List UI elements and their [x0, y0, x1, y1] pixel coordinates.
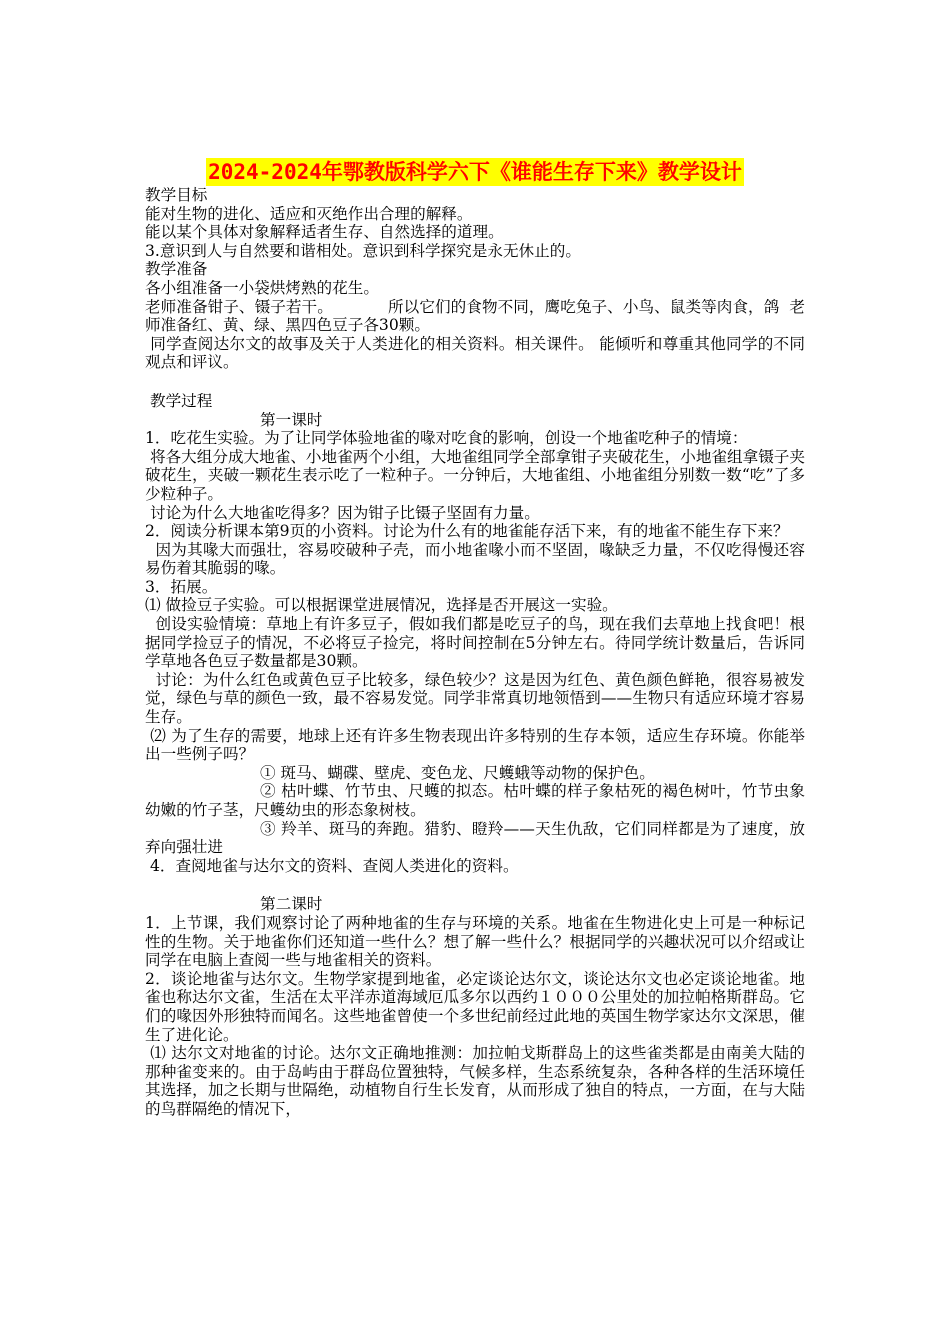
paragraph: 将各大组分成大地雀、小地雀两个小组，大地雀组同学全部拿钳子夹破花生，小地雀组拿镊子夹破花生，夹破一颗花生表示吃了一粒种子。一分钟后，大地雀组、小地雀组分别数一数“吃”了多少粒种子。	[145, 447, 805, 503]
paragraph: 2．谈论地雀与达尔文。生物学家提到地雀，必定谈论达尔文，谈论达尔文也必定谈论地雀。地雀也称达尔文雀，生活在太平洋赤道海域厄瓜多尔以西约１０００公里处的加拉帕格斯群岛。它们的喙因外形独特而闻名。这些地雀曾使一个多世纪前经过此地的英国生物学家达尔文深思，催生了进化论。	[145, 969, 805, 1044]
title-container	[0, 158, 950, 186]
heading-preparation: 教学准备	[145, 260, 208, 279]
paragraph: 因为其喙大而强壮，容易咬破种子壳，而小地雀喙小而不坚固，喙缺乏力量，不仅吃得慢还容易伤着其脆弱的喙。	[145, 540, 805, 578]
list-item: ② 枯叶蝶、竹节虫、尺蠖的拟态。枯叶蝶的样子象枯死的褐色树叶，竹节虫象幼嫩的竹子茎，尺蠖幼虫的形态象树枝。	[145, 782, 805, 819]
paragraph: 各小组准备一小袋烘烤熟的花生。	[145, 278, 379, 297]
heading-objectives: 教学目标	[145, 186, 208, 204]
list-item: ③ 羚羊、斑马的奔跑。猎豹、瞪羚——天生仇敌，它们同样都是为了速度，放弃向强壮进	[145, 819, 805, 857]
paragraph: 3.意识到人与自然要和谐相处。意识到科学探究是永无休止的。	[145, 241, 581, 260]
spacer	[145, 372, 805, 392]
paragraph: 能对生物的进化、适应和灭绝作出合理的解释。	[145, 204, 473, 223]
paragraph: 老师准备钳子、镊子若干。 所以它们的食物不同，鹰吃兔子、小鸟、鼠类等肉食，鸽 老师准备红、黄、绿、黑四色豆子各30颗。	[145, 297, 805, 335]
spacer	[145, 875, 805, 895]
heading-process: 教学过程	[145, 391, 213, 410]
document-title: 2024-2024年鄂教版科学六下《谁能生存下来》教学设计	[208, 160, 742, 184]
paragraph: ⑴ 达尔文对地雀的讨论。达尔文正确地推测：加拉帕戈斯群岛上的这些雀类都是由南美大陆的那种雀变来的。由于岛屿由于群岛位置独特，气候多样，生态系统复杂，各种各样的生活环境任其选择，加之长期与世隔绝，动植物自行生长发育，从而形成了独自的特点，一方面，在与大陆的鸟群隔绝的情况下，	[145, 1044, 805, 1118]
paragraph: 3．拓展。	[145, 577, 218, 596]
paragraph: 能以某个具体对象解释适者生存、自然选择的道理。	[145, 223, 504, 242]
paragraph: 2．阅读分析课本第9页的小资料。讨论为什么有的地雀能存活下来，有的地雀不能生存下来？	[145, 522, 789, 541]
heading-lesson-two: 第二课时	[260, 895, 323, 914]
paragraph: 4．查阅地雀与达尔文的资料、查阅人类进化的资料。	[145, 856, 519, 875]
document-body	[145, 186, 805, 1119]
paragraph: 讨论为什么大地雀吃得多？因为钳子比镊子坚固有力量。	[145, 503, 540, 522]
paragraph: ⑵ 为了生存的需要，地球上还有许多生物表现出许多特别的生存本领，适应生存环境。你能举出一些例子吗？	[145, 726, 805, 764]
paragraph: ⑴ 做捡豆子实验。可以根据课堂进展情况，选择是否开展这一实验。	[145, 596, 618, 615]
paragraph: 同学查阅达尔文的故事及关于人类进化的相关资料。相关课件。 能倾听和尊重其他同学的不同观点和评议。	[145, 334, 805, 372]
heading-lesson-one: 第一课时	[260, 410, 323, 429]
paragraph: 1．吃花生实验。为了让同学体验地雀的喙对吃食的影响，创设一个地雀吃种子的情境：	[145, 429, 748, 448]
paragraph: 创设实验情境：草地上有许多豆子，假如我们都是吃豆子的鸟，现在我们去草地上找食吧！根据同学捡豆子的情况，不必将豆子捡完，将时间控制在5分钟左右。待同学统计数量后，告诉同学草地各色豆子数量都是30颗。	[145, 615, 805, 671]
paragraph: 1．上节课，我们观察讨论了两种地雀的生存与环境的关系。地雀在生物进化史上可是一种标记性的生物。关于地雀你们还知道一些什么？想了解一些什么？根据同学的兴趣状况可以介绍或让同学在电脑上查阅一些与地雀相关的资料。	[145, 913, 805, 970]
list-item: ① 斑马、蝴碟、壁虎、变色龙、尺蠖蛾等动物的保护色。	[260, 763, 655, 782]
paragraph: 讨论：为什么红色或黄色豆子比较多，绿色较少？这是因为红色、黄色颜色鲜艳，很容易被发觉，绿色与草的颜色一致，最不容易发觉。同学非常真切地领悟到——生物只有适应环境才容易生存。	[145, 670, 805, 727]
